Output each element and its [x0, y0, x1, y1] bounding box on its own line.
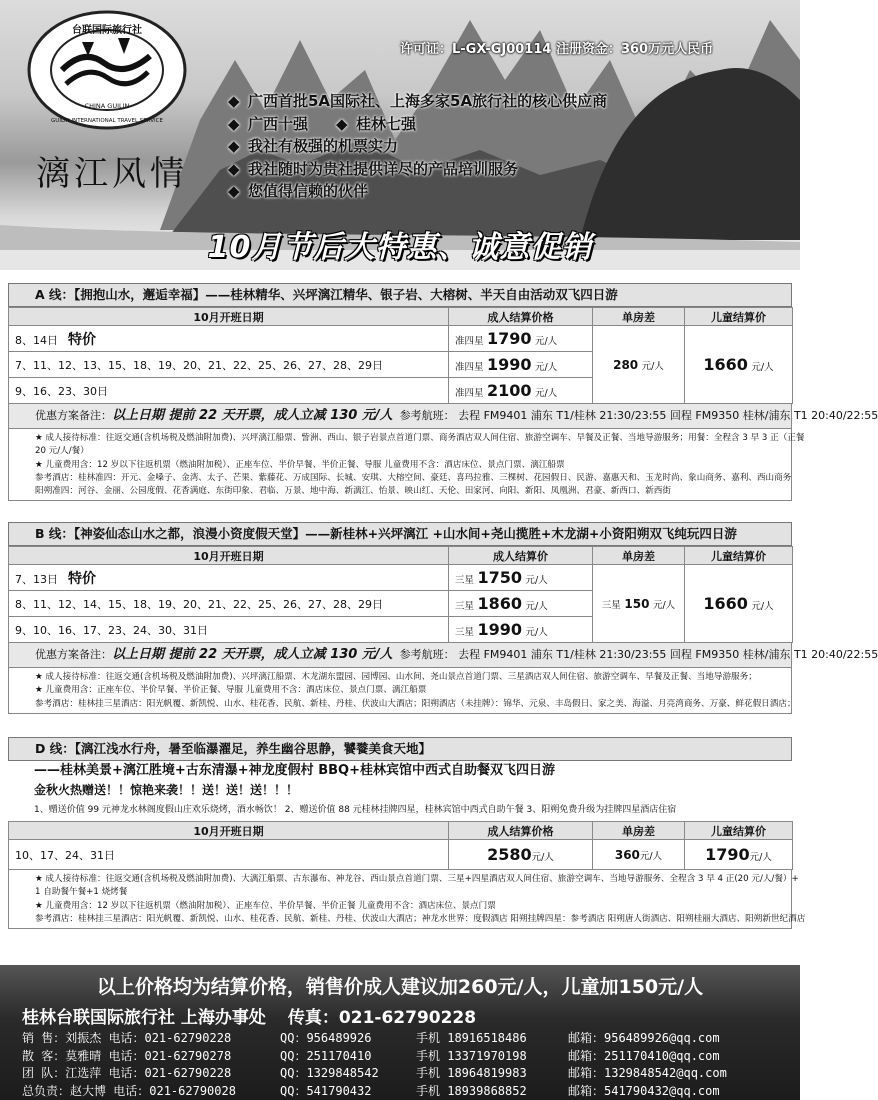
diamond-icon: ◆: [336, 114, 348, 133]
single-room-price: 360: [614, 847, 640, 862]
line-b-discount-note: 优惠方案备注：以上日期 提前 22 天开票，成人立减 130 元/人 参考航班： 去程 FM9401 浦东 T1/桂林 21:30/23:55 回程 FM9350 桂林/浦东 T1 20:40/22:55: [8, 643, 792, 668]
single-room-price: 150: [624, 596, 650, 611]
fax-number: 传真：021-62790228: [287, 1008, 477, 1028]
table-row: 8、11、12、14、15、18、19、20、21、22、25、26、27、28、29日 三星 1860 元/人: [9, 591, 793, 617]
table-row: 9、16、23、30日 准四星 2100 元/人: [9, 378, 793, 404]
hero-header: [0, 0, 800, 270]
table-row: 8、14日 特价 准四星 1790 元/人 280 元/人 1660 元/人: [9, 326, 793, 352]
logo-sub-text: CHINA GUILIN: [84, 102, 130, 110]
promo-headline: 10月节后大特惠、诚意促销: [207, 230, 593, 265]
col-adult-header: 成人结算价格: [449, 308, 593, 326]
special-tag: 特价: [68, 570, 96, 587]
company-line: [22, 1003, 476, 1028]
contact-email[interactable]: 邮箱：251170410@qq.com: [568, 1048, 720, 1063]
selling-point: ◆ 广西首批5A国际社、上海多家5A旅行社的核心供应商: [228, 92, 608, 110]
row-dates: 9、16、23、30日: [9, 378, 449, 404]
line-b-title: B 线：【神姿仙态山水之都，浪漫小资度假天堂】——新桂林+兴坪漓江 +山水间+尧山揽胜+木龙湖+小资阳朔双飞纯玩四日游: [8, 522, 792, 546]
child-price: 1660: [703, 594, 748, 613]
diamond-icon: ◆: [228, 182, 240, 200]
selling-point: ◆ 广西十强 ◆ 桂林七强: [228, 114, 417, 133]
adult-price: 1750: [477, 568, 523, 587]
brand-title: 漓江风情: [36, 154, 188, 194]
diamond-icon: ◆: [228, 114, 240, 133]
line-d-title: D 线：【漓江浅水行舟，暑至临瀑濯足，养生幽谷思静，饕餮美食天地】: [8, 737, 792, 761]
contact-email[interactable]: 邮箱：956489926@qq.com: [568, 1031, 720, 1045]
diamond-icon: ◆: [228, 137, 240, 155]
selling-points: [228, 90, 607, 203]
adult-price: 1860: [477, 594, 523, 613]
contact-row: 团 队：江选萍 电话：021-62790228 QQ：1329848542 手机 18964819983 邮箱：1329848542@qq.com: [22, 1066, 727, 1080]
price-summary: 以上价格均为结算价格，销售价成人建议加260元/人，儿童加150元/人: [96, 976, 704, 998]
single-room-price: 280: [613, 357, 639, 372]
company-logo: [22, 8, 192, 133]
line-b-price-table: 10月开班日期 成人结算价 单房差 儿童结算价 7、13日 特价 三星 1750 元/人 三星 150 元/人 1660 元/人 8、11、12、14、15、18、19、20、21、22、25、26、27、28、29日 三星 1860 元/人 9、10、16、17、23、24、30、31日 三星 1990 元/人: [8, 546, 793, 643]
table-row: 10、17、24、31日 2580元/人 360元/人 1790元/人: [9, 840, 793, 870]
special-tag: 特价: [68, 331, 96, 348]
table-row: 7、13日 特价 三星 1750 元/人 三星 150 元/人 1660 元/人: [9, 565, 793, 591]
row-dates: 7、11、12、13、15、18、19、20、21、22、25、26、27、28、29日: [9, 352, 449, 378]
selling-point: ◆ 您值得信赖的伙伴: [228, 182, 369, 200]
logo-ring-text: GUILIN INTERNATIONAL TRAVEL SERVICE: [51, 118, 163, 124]
adult-price: 2580: [487, 845, 532, 864]
col-child-header: 儿童结算价: [685, 308, 793, 326]
selling-point: ◆ 我社随时为贵社提供详尽的产品培训服务: [228, 159, 519, 178]
adult-price: 1990: [477, 620, 523, 639]
selling-point: ◆ 我社有极强的机票实力: [228, 137, 399, 155]
license-info: 许可证：L-GX-GJ00114 注册资金：360万元人民币: [400, 42, 714, 57]
line-d-section: [8, 737, 806, 929]
contact-email[interactable]: 邮箱：541790432@qq.com: [568, 1083, 720, 1098]
line-b-details: ★ 成人接待标准：往返交通(含机场税及燃油附加费)、兴坪漓江船票、木龙湖东盟园、园博园、山水间、尧山景点首道门票、三星酒店双人间住宿、旅游空调车、早餐及正餐、当地导游服务； ★ 儿童费用含：正座车位、半价早餐、半价正餐、导服 儿童费用不含：酒店床位、景点门票、漓江船票 参考酒店：桂林挂三星酒店：阳光帆覆、新凯悦、山水、桂花香、民航、新桂、丹桂、伏波山大酒店；阳朔酒店（未挂牌）：锦华、元泉、丰岛假日、家之美、海溢、月亮湾商务、万豪、鲜花假日酒店；: [8, 668, 792, 714]
row-dates: 8、14日: [15, 333, 58, 347]
adult-price: 2100: [487, 381, 532, 400]
line-b-section: [8, 522, 878, 714]
line-d-subtitle: ——桂林美景+漓江胜境+古东清瀑+神龙度假村 BBQ+桂林宾馆中西式自助餐双飞四日游: [34, 763, 555, 778]
contact-row: 总负责：赵大博 电话：021-62790028 QQ：541790432 手机 18939868852 邮箱：541790432@qq.com: [22, 1083, 720, 1098]
table-row: 9、10、16、17、23、24、30、31日 三星 1990 元/人: [9, 617, 793, 643]
col-single-header: 单房差: [593, 308, 685, 326]
adult-price: 1790: [487, 329, 532, 348]
line-a-title: A 线：【拥抱山水，邂逅幸福】——桂林精华、兴坪漓江精华、银子岩、大榕树、半天自由活动双飞四日游: [8, 283, 792, 307]
diamond-icon: ◆: [228, 159, 240, 178]
contact-email[interactable]: 邮箱：1329848542@qq.com: [568, 1066, 727, 1080]
child-price: 1790: [705, 845, 750, 864]
company-name: 桂林台联国际旅行社 上海办事处: [22, 1008, 266, 1028]
contact-row: 散 客：莫雅晴 电话：021-62790278 QQ：251170410 手机 13371970198 邮箱：251170410@qq.com: [22, 1048, 720, 1063]
col-date-header: 10月开班日期: [9, 308, 449, 326]
line-a-details: ★ 成人接待标准：往返交通(含机场税及燃油附加费)、兴坪漓江船票、訾洲、西山、银子岩景点首道门票、商务酒店双人间住宿、旅游空调车、早餐及正餐、当地导游服务；用餐：全程含 3 早 3 正（正餐 20 元/人/餐） ★ 儿童费用含：12 岁以下往返机票（燃油附加税）、正座车位、半价早餐、半价正餐、导服 儿童费用不含：酒店床位、景点门票、漓江船票 参考酒店：桂林准四：开元、金嗓子、金湾、太子、芒果、紫藤花、万成国际、长城、安琪、大榕空间、豪廷、喜玛拉雅、三棵树、花园假日、民游、嘉惠天和、玉龙时尚、象山商务、嘉利、西山商务 阳朔准四：河谷、金丽、公园度假、花香满庭、东街印象、君临、万景、地中海、新漓江、怡景、映山红、天伦、田家河、向阳、新阳、凤凰洲、君豪、新西口、新西街: [8, 429, 792, 501]
table-row: 7、11、12、13、15、18、19、20、21、22、25、26、27、28、29日 准四星 1990 元/人: [9, 352, 793, 378]
child-price: 1660: [703, 355, 748, 374]
contact-list: [22, 1029, 727, 1099]
diamond-icon: ◆: [228, 92, 240, 110]
line-d-details: ★ 成人接待标准：往返交通(含机场税及燃油附加费)、大漓江船票、古东瀑布、神龙谷、西山景点首道门票、三星+四星酒店双人间住宿、旅游空调车、当地导游服务、全程含 3 早 4 正(20 元/人/餐）+ 1 自助餐午餐+1 烧烤餐 ★ 儿童费用含：12 岁以下往返机票（燃油附加税）、正座车位、半价早餐、半价正餐 儿童费用不含：酒店床位、景点门票 参考酒店：桂林挂三星酒店：阳光帆覆、新凯悦、山水、桂花香、民航、新桂、丹桂、伏波山大酒店；神龙水世界：度假酒店 阳朔挂牌四星：参考酒店 阳朔唐人街酒店、阳朔桂丽大酒店、阳朔新世纪酒店: [8, 870, 792, 929]
contact-row: 销 售：刘振杰 电话：021-62790228 QQ：956489926 手机 18916518486 邮箱：956489926@qq.com: [22, 1031, 720, 1045]
line-a-section: [8, 283, 878, 501]
line-d-gift-list: 1、赠送价值 99 元神龙水林阁度假山庄欢乐烧烤，酒水畅饮！ 2、赠送价值 88 元桂林挂牌四星，桂林宾馆中西式自助午餐 3、阳朔免费升级为挂牌四星酒店住宿: [34, 805, 677, 815]
line-d-gift-headline: 金秋火热赠送！！惊艳来袭！！送！送！送！！！: [34, 783, 299, 797]
logo-title-text: 台联国际旅行社: [72, 25, 142, 36]
line-a-price-table: [8, 307, 793, 404]
adult-price: 1990: [487, 355, 532, 374]
line-a-discount-note: 优惠方案备注：以上日期 提前 22 天开票，成人立减 130 元/人 参考航班： 去程 FM9401 浦东 T1/桂林 21:30/23:55 回程 FM9350 桂林/浦东 T1 20:40/22:55: [8, 404, 792, 429]
line-d-price-table: 10月开班日期 成人结算价格 单房差 儿童结算价 10、17、24、31日 2580元/人 360元/人 1790元/人: [8, 821, 793, 870]
